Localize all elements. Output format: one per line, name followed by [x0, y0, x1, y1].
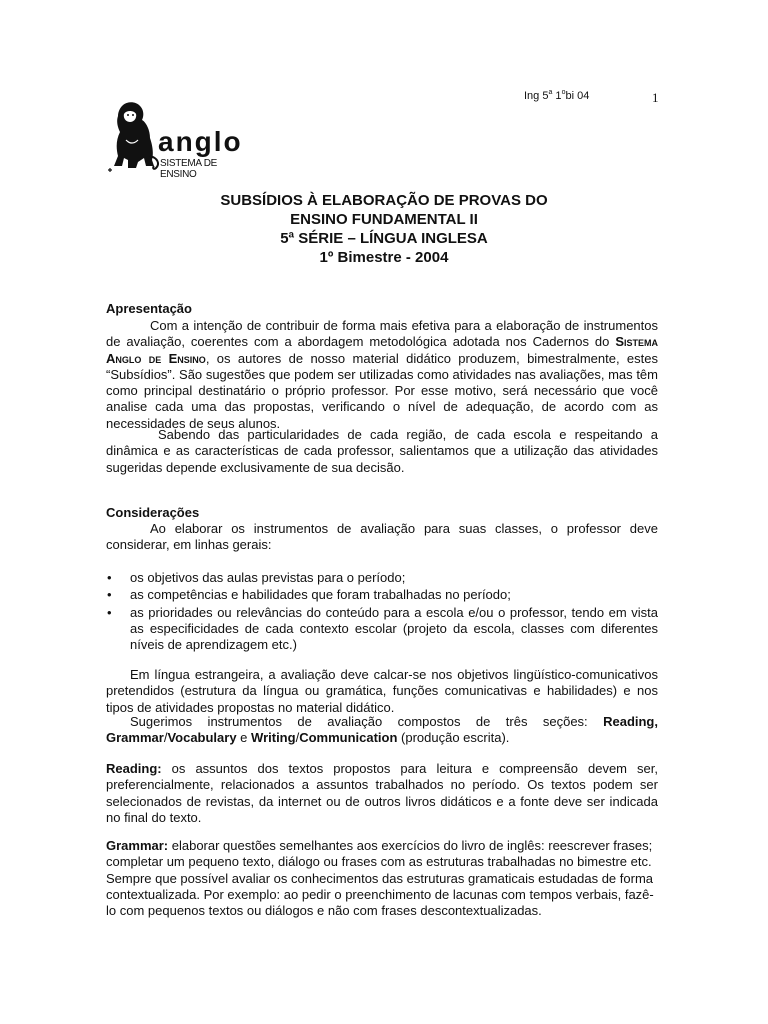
reading-label: Reading:: [106, 761, 162, 776]
header-ref-text: 1: [552, 90, 562, 102]
term-writing: Writing: [251, 730, 296, 746]
header-ref-text: Ing 5: [524, 90, 549, 102]
paragraph-lingua-estrangeira: Em língua estrangeira, a avaliação deve calcar-se nos objetivos lingüístico-comunicativos pretendidos (estrutura da língua ou gramática, funções comunicativas e habilidades) e nos tipos de atividades propostas no material didático.: [106, 667, 658, 715]
paragraph-consideracoes-intro: Ao elaborar os instrumentos de avaliação para suas classes, o professor deve considerar, em linhas gerais:: [106, 521, 658, 553]
term-communication: Communication: [299, 730, 398, 746]
grammar-label: Grammar:: [106, 838, 169, 853]
paragraph-text: /: [163, 730, 168, 746]
paragraph-reading: [106, 761, 658, 826]
term-reading: Reading,: [603, 714, 658, 729]
document-title: [106, 191, 662, 267]
paragraph-text: elaborar questões semelhantes aos exercícios do livro de inglês: reescrever frases; completar um pequeno texto, diálogo ou frases com as estruturas trabalhadas no bimestre etc. Sempre que possível avaliar os conhecimentos das estruturas gramaticais estudadas de forma contextualizada. Por exemplo: ao pedir o preenchimento de lacunas com tempos verbais, fazê-lo com pequenos textos ou diálogos e não com frases descontextualizadas.: [106, 838, 654, 919]
bullet-icon: •: [107, 587, 112, 603]
list-item-text: as prioridades ou relevâncias do conteúdo para a escola e/ou o professor, tendo em vista as especificidades de cada contexto escolar (projeto da escola, classes com diferentes níveis de aprendizagem etc.): [130, 604, 658, 653]
title-line: 1º Bimestre - 2004: [319, 249, 449, 266]
paragraph-text: Com a intenção de contribuir de forma mais efetiva para a elaboração de instrumentos de avaliação, coerentes com a abordagem metodológica adotada nos Cadernos do: [106, 318, 658, 350]
section-heading-apresentacao: Apresentação: [106, 301, 192, 316]
paragraph-sugerimos: [106, 714, 658, 747]
header-reference: [524, 89, 589, 102]
paragraph-text: Sugerimos instrumentos de avaliação compostos de três seções:: [130, 714, 604, 729]
considerations-list: [106, 570, 658, 654]
header-ref-text: bi 04: [565, 90, 590, 102]
paragraph-text: (produção escrita).: [397, 730, 510, 746]
paragraph-text: /: [295, 730, 300, 746]
list-item: [106, 570, 658, 586]
brand-name: Sistema Anglo de Ensino: [106, 334, 658, 366]
title-line: ENSINO FUNDAMENTAL II: [290, 211, 478, 228]
paragraph-text: , os autores de nosso material didático produzem, bimestralmente, estes “Subsídios”. São sugestões que podem ser utilizadas como atividades nas avaliações, mas têm como principal destinatário o próprio professor. Por esse motivo, será necessário que você analise cada uma das propostas, verificando o nível de adequação, de acordo com as necessidades de seus alunos.: [106, 350, 659, 431]
header-ref-sup: o: [561, 89, 566, 96]
title-line: 5ª SÉRIE – LÍNGUA INGLESA: [280, 230, 488, 247]
paragraph-apresentacao-1: [106, 318, 658, 432]
lion-icon: [106, 100, 162, 172]
paragraph-text: e: [236, 730, 252, 746]
bullet-icon: •: [107, 604, 112, 620]
list-item-text: os objetivos das aulas previstas para o período;: [130, 570, 406, 585]
list-item: [106, 587, 658, 603]
logo-wordmark: anglo: [158, 126, 243, 157]
paragraph-text: os assuntos dos textos propostos para leitura e compreensão devem ser, preferencialmente, relacionados a assuntos trabalhados no período. Os textos podem ser selecionados de revistas, da internet ou de outros livros didáticos e a fonte deve ser indicada no final do texto.: [106, 761, 658, 825]
paragraph-grammar: [106, 838, 658, 919]
paragraph-apresentacao-2: Sabendo das particularidades de cada região, de cada escola e respeitando a dinâmica e as características de cada professor, salientamos que a utilização das atividades sugeridas depende exclusivamente de sua decisão.: [106, 427, 658, 475]
header-ref-sup: a: [548, 89, 553, 96]
term-vocabulary: Vocabulary: [167, 730, 237, 746]
section-heading-consideracoes: Considerações: [106, 505, 200, 520]
title-line: SUBSÍDIOS À ELABORAÇÃO DE PROVAS DO: [220, 192, 548, 209]
anglo-logo: [106, 100, 256, 180]
term-grammar: Grammar: [106, 730, 164, 746]
page-number: 1: [652, 90, 659, 105]
list-item-text: as competências e habilidades que foram trabalhadas no período;: [130, 587, 511, 603]
logo-subtitle: SISTEMA DE ENSINO: [160, 158, 218, 180]
list-item: [106, 605, 658, 654]
bullet-icon: •: [107, 570, 112, 585]
